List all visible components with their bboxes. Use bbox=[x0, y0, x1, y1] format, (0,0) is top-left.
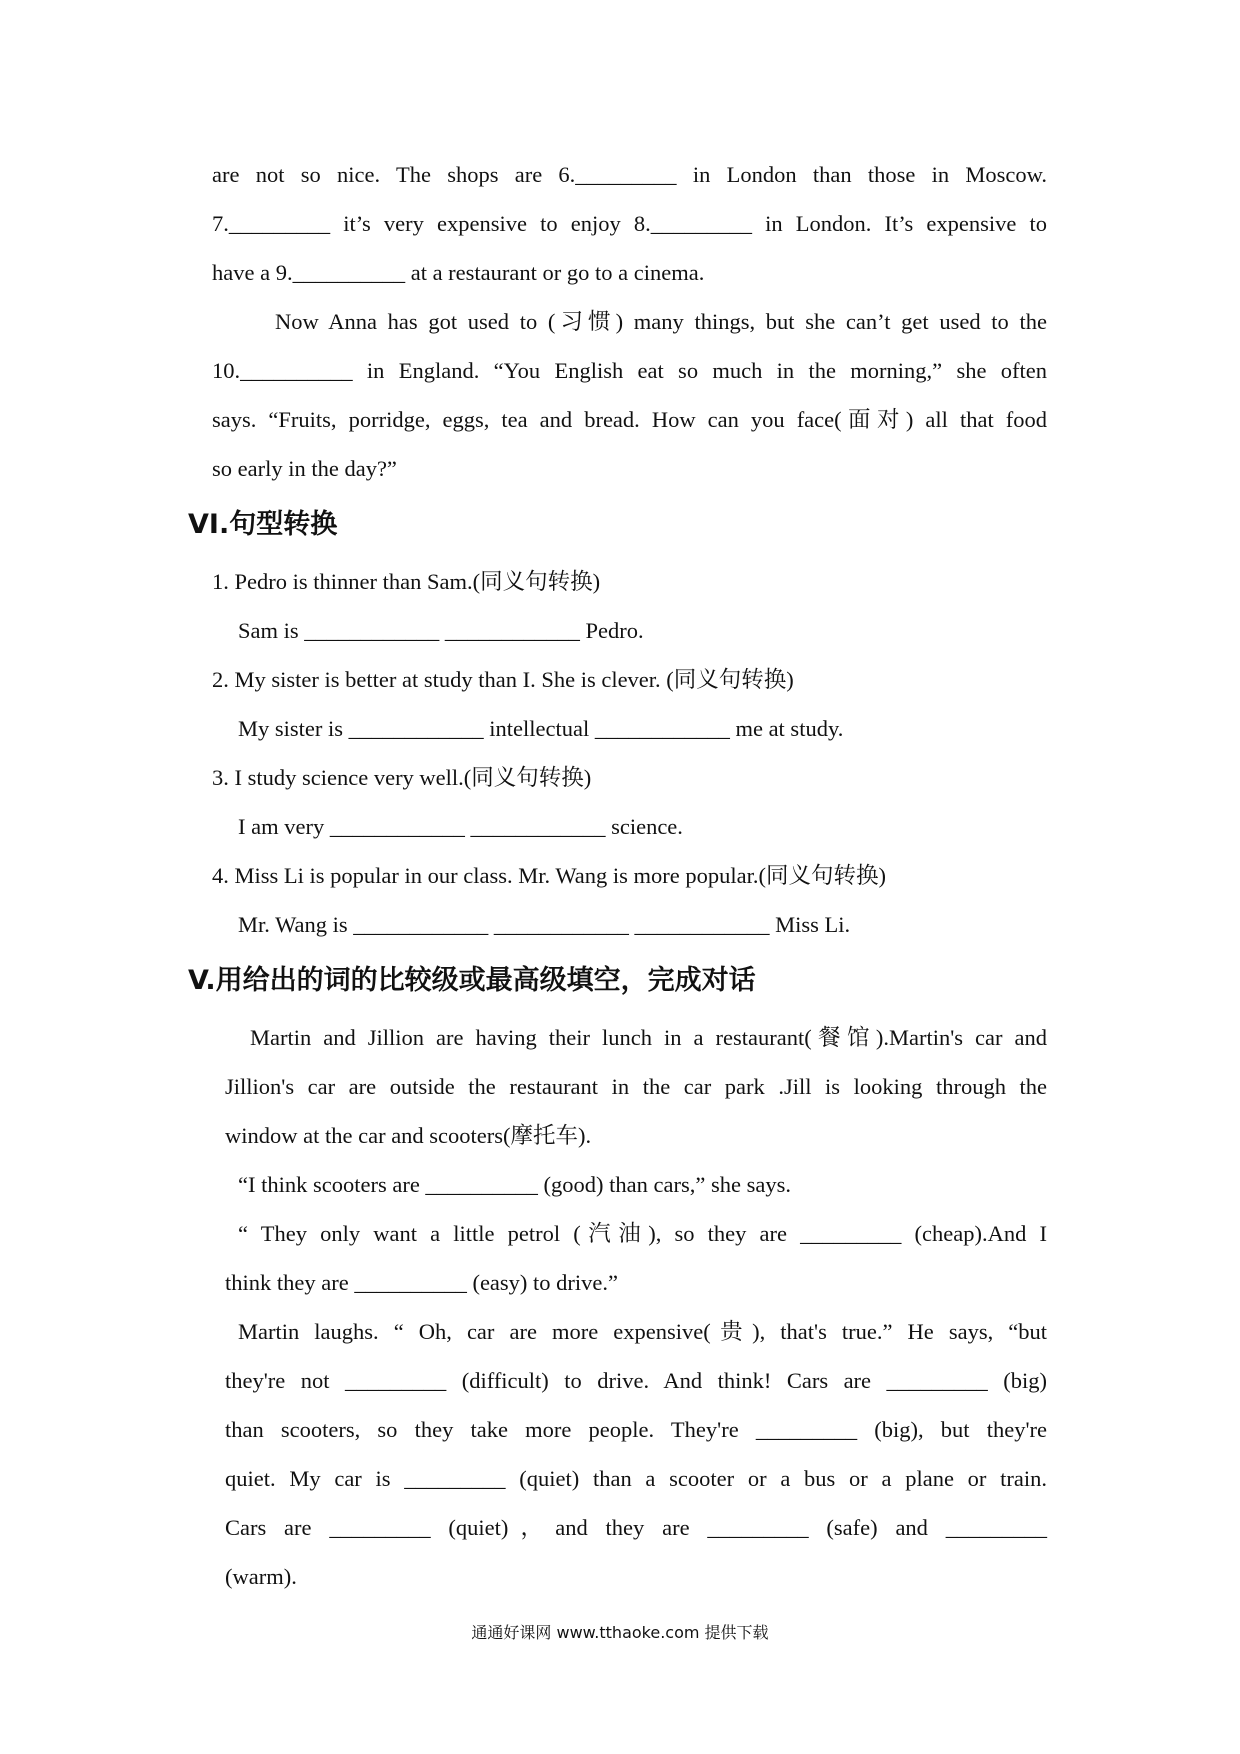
passage-line: so early in the day?” bbox=[212, 456, 397, 481]
passage-line: 7._________ it’s very expensive to enjoy 8._________ in London. It’s expensive to bbox=[212, 211, 1047, 236]
exercise-question: 1. Pedro is thinner than Sam.(同义句转换) bbox=[212, 569, 601, 594]
passage-line: have a 9.__________ at a restaurant or go to a cinema. bbox=[212, 260, 705, 285]
section-vi-title: VI.句型转换 bbox=[188, 509, 338, 540]
dialogue-line: quiet. My car is _________ (quiet) than a scooter or a bus or a plane or train. bbox=[225, 1466, 1047, 1491]
passage-line: 10.__________ in England. “You English eat so much in the morning,” she often bbox=[212, 358, 1047, 383]
passage-line: Now Anna has got used to (习惯) many things, but she can’t get used to the bbox=[275, 309, 1047, 334]
passage-line: are not so nice. The shops are 6._________ in London than those in Moscow. bbox=[212, 162, 1047, 187]
dialogue-line: window at the car and scooters(摩托车). bbox=[225, 1123, 592, 1148]
exercise-answer-line: Mr. Wang is ____________ ____________ ____________ Miss Li. bbox=[238, 912, 851, 937]
dialogue-line: Cars are _________ (quiet)，and they are _________ (safe) and _________ bbox=[225, 1515, 1047, 1540]
dialogue-line: Jillion's car are outside the restaurant in the car park .Jill is looking through the bbox=[225, 1074, 1047, 1099]
dialogue-line: think they are __________ (easy) to drive.” bbox=[225, 1270, 619, 1295]
passage-line: says. “Fruits, porridge, eggs, tea and bread. How can you face(面对) all that food bbox=[212, 407, 1047, 432]
exercise-answer-line: Sam is ____________ ____________ Pedro. bbox=[238, 618, 644, 643]
dialogue-line: “ They only want a little petrol (汽油), so they are _________ (cheap).And I bbox=[238, 1221, 1047, 1246]
page-footer: 通通好课网 www.tthaoke.com 提供下载 bbox=[471, 1623, 769, 1642]
dialogue-line: Martin laughs. “ Oh, car are more expensive(贵), that's true.” He says, “but bbox=[238, 1319, 1047, 1344]
exercise-question: 2. My sister is better at study than I. She is clever. (同义句转换) bbox=[212, 667, 794, 692]
exercise-answer-line: I am very ____________ ____________ science. bbox=[238, 814, 683, 839]
exercise-answer-line: My sister is ____________ intellectual ____________ me at study. bbox=[238, 716, 844, 741]
section-v-title: V.用给出的词的比较级或最高级填空，完成对话 bbox=[188, 965, 756, 996]
exercise-question: 4. Miss Li is popular in our class. Mr. Wang is more popular.(同义句转换) bbox=[212, 863, 886, 888]
dialogue-line: “I think scooters are __________ (good) than cars,” she says. bbox=[238, 1172, 791, 1197]
dialogue-line: they're not _________ (difficult) to drive. And think! Cars are _________ (big) bbox=[225, 1368, 1047, 1393]
dialogue-line: Martin and Jillion are having their lunch in a restaurant(餐馆).Martin's car and bbox=[250, 1025, 1047, 1050]
dialogue-line: (warm). bbox=[225, 1564, 297, 1589]
dialogue-line: than scooters, so they take more people. They're _________ (big), but they're bbox=[225, 1417, 1047, 1442]
exercise-question: 3. I study science very well.(同义句转换) bbox=[212, 765, 592, 790]
